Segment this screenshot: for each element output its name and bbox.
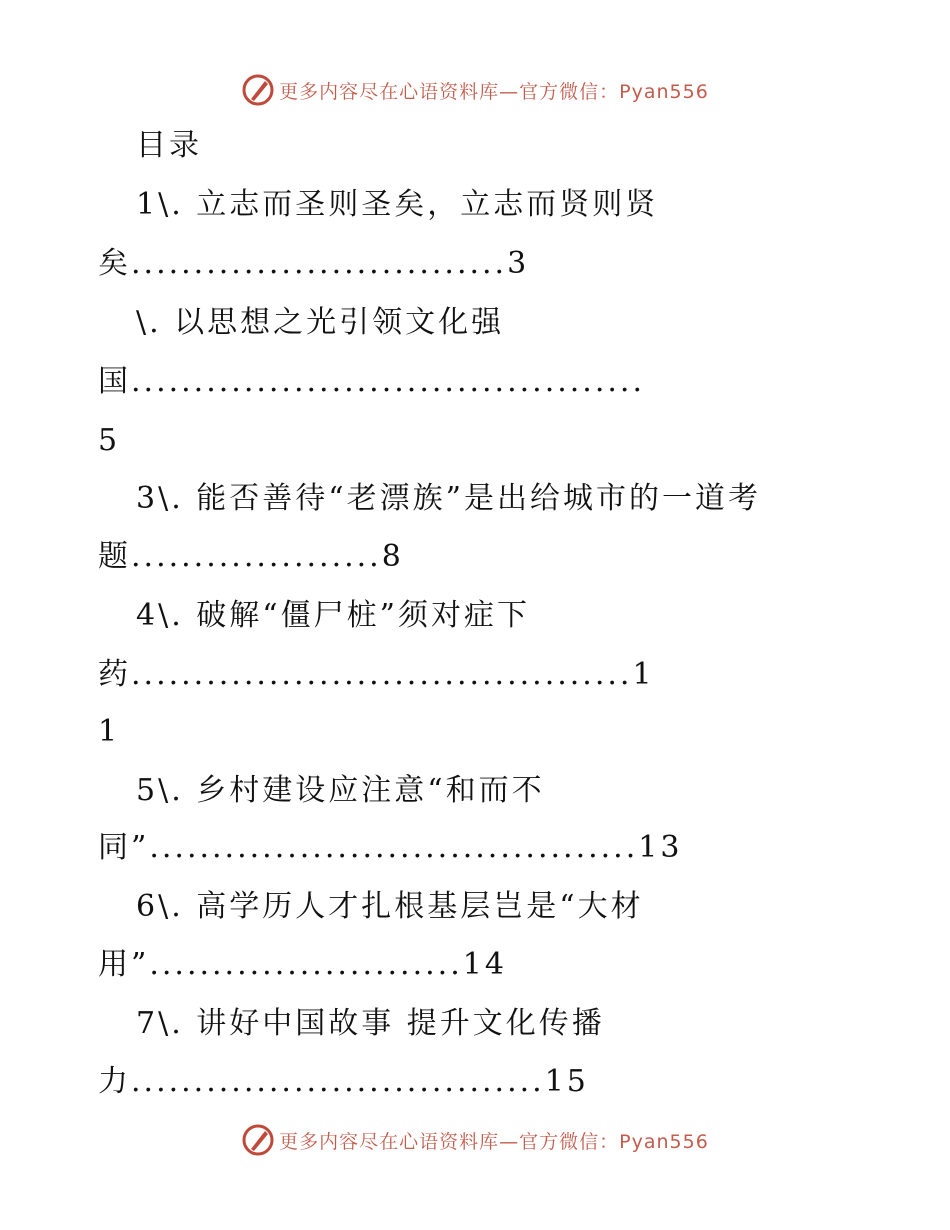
toc-entry-5-leader: 同”.......................................13 <box>98 830 683 865</box>
footer-banner <box>0 1118 950 1162</box>
toc-entry-1-title: 1\. 立志而圣则圣矣，立志而贤则贤 <box>136 187 659 222</box>
toc-entry-2-leader: 国......................................... <box>98 364 645 399</box>
toc-entry-1-leader: 矣..............................3 <box>98 246 530 281</box>
footer-banner-text: 更多内容尽在心语资料库—官方微信：Pyan556 <box>279 1130 709 1153</box>
toc-entry-4-leader: 药........................................1 <box>98 657 655 692</box>
toc-entry-3-title: 3\. 能否善待“老漂族”是出给城市的一道考 <box>136 481 761 516</box>
toc-entry-4-page: 1 <box>98 714 121 749</box>
pen-logo-icon <box>241 73 275 107</box>
toc-entry-5-title: 5\. 乡村建设应注意“和而不 <box>136 773 545 808</box>
toc-entry-4-title: 4\. 破解“僵尸桩”须对症下 <box>136 598 530 633</box>
toc-title: 目录 <box>136 128 202 163</box>
toc-entry-7-title: 7\. 讲好中国故事 提升文化传播 <box>136 1006 605 1041</box>
header-banner-text: 更多内容尽在心语资料库—官方微信：Pyan556 <box>279 80 709 103</box>
toc-entry-7-leader: 力.................................15 <box>98 1064 589 1099</box>
toc-entry-2-title: \. 以思想之光引领文化强 <box>136 305 505 340</box>
toc-entry-6-leader: 用”.........................14 <box>98 947 507 982</box>
header-banner <box>0 68 950 112</box>
toc-entry-2-page: 5 <box>98 423 121 458</box>
toc-entry-6-title: 6\. 高学历人才扎根基层岂是“大材 <box>136 889 644 924</box>
pen-logo-icon <box>241 1123 275 1157</box>
toc-entry-3-leader: 题....................8 <box>98 539 404 574</box>
